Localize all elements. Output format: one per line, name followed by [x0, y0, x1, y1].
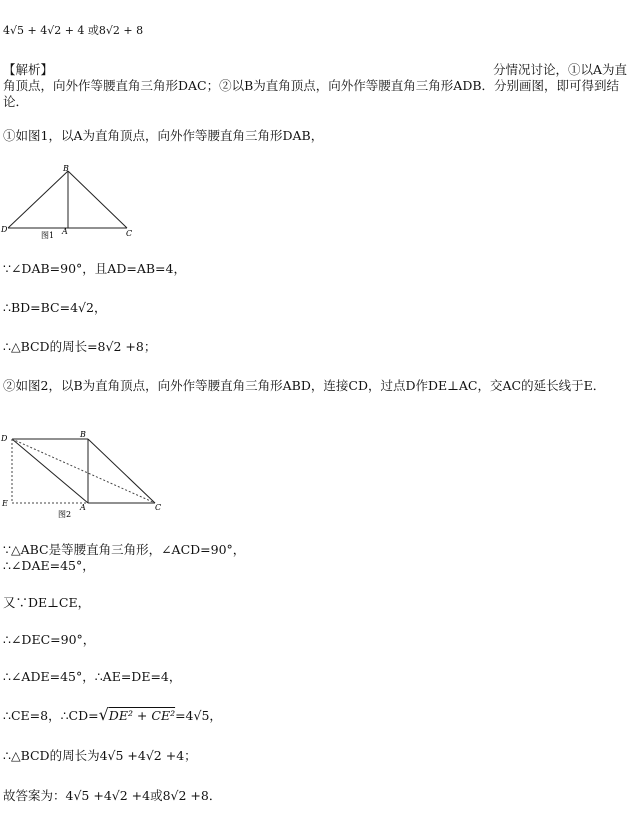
sqrt-radicand: DE² + CE²: [108, 708, 176, 723]
label-d: D: [1, 434, 8, 443]
label-a: A: [80, 503, 86, 512]
label-c: C: [155, 503, 162, 512]
analysis-heading: 【解析】: [3, 62, 54, 77]
analysis-text-rest: 角顶点，向外作等腰直角三角形DAC；②以B为直角顶点，向外作等腰直角三角形ADB．分别画图，即可得到结论．: [3, 78, 620, 109]
cd-result: =4√5，: [175, 708, 222, 723]
case1-step-3: ∴△BCD的周长=8√2 +8；: [3, 339, 157, 354]
case1-step-1: ∵∠DAB=90°，且AD=AB=4，: [3, 261, 186, 276]
case2-step-4: ∴∠DEC=90°，: [3, 632, 96, 647]
figure-1-caption: 图1: [41, 231, 55, 240]
sqrt-sign: √: [98, 705, 109, 724]
case2-intro: ②如图2，以B为直角顶点，向外作等腰直角三角形ABD，连接CD，过点D作DE⊥AC，交AC的延长线于E．: [3, 378, 606, 393]
case1-intro: ①如图1，以A为直角顶点，向外作等腰直角三角形DAB，: [3, 128, 324, 143]
figure-2: [0, 428, 200, 520]
case2-step-5: ∴∠ADE=45°，∴AE=DE=4，: [3, 669, 182, 684]
case2-step-6: [3, 705, 222, 724]
segment-dc: [12, 439, 155, 503]
segment-da: [12, 439, 88, 503]
case2-step-3: 又∵DE⊥CE，: [3, 595, 91, 610]
answer-line: 4√5 + 4√2 + 4 或8√2 + 8: [3, 24, 144, 37]
label-d: D: [1, 225, 8, 234]
analysis-text-first: 分情况讨论，①以A为直: [492, 62, 627, 77]
cd-prefix: ∴CE=8，∴CD=: [3, 708, 99, 723]
final-answer: 故答案为：4√5 +4√2 +4或8√2 +8．: [3, 788, 222, 803]
segment-bc: [88, 439, 155, 503]
analysis-block: [3, 62, 627, 110]
label-a: A: [62, 227, 68, 236]
figure-2-caption: 图2: [58, 510, 72, 519]
case2-step-2: ∴∠DAE=45°，: [3, 558, 95, 573]
case1-step-2: ∴BD=BC=4√2，: [3, 300, 107, 315]
label-b: B: [80, 430, 86, 439]
label-e: E: [2, 499, 8, 508]
label-c: C: [126, 229, 133, 238]
segment-db: [8, 171, 68, 228]
case2-step-7: ∴△BCD的周长为4√5 +4√2 +4；: [3, 748, 197, 763]
figure-1: [0, 162, 200, 242]
segment-bc: [68, 171, 127, 228]
label-b: B: [63, 164, 69, 173]
case2-step-1: ∵△ABC是等腰直角三角形，∠ACD=90°，: [3, 542, 246, 557]
